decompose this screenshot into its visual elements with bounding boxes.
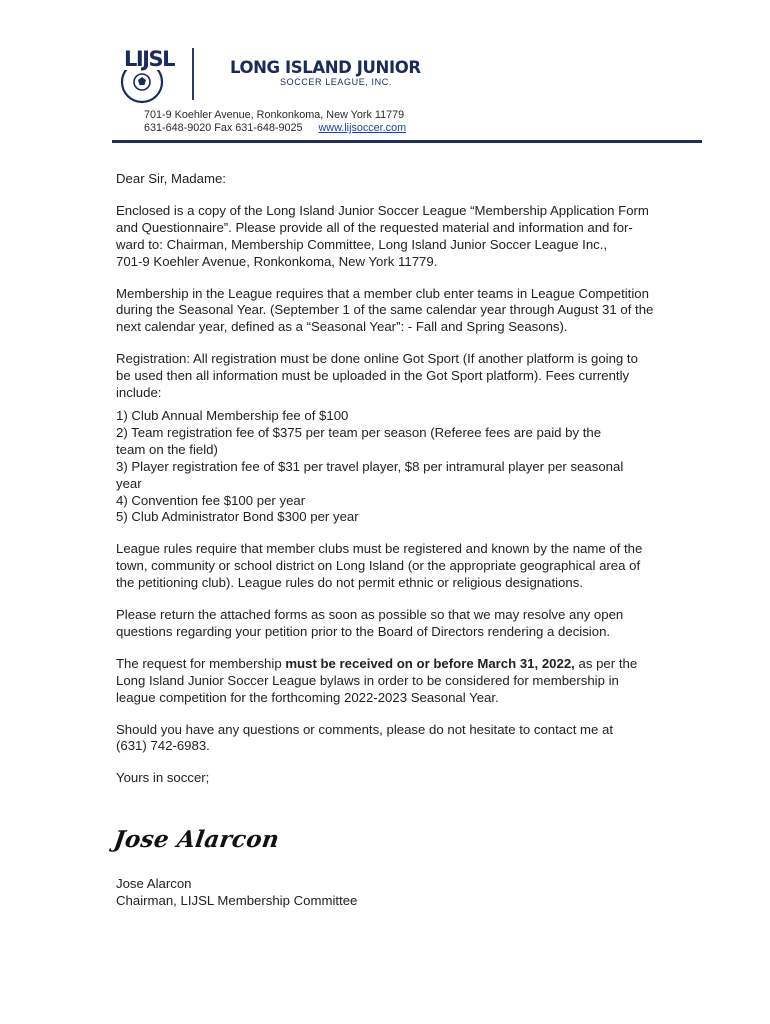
text-line: questions regarding your petition prior to the Board of Directors rendering a decision. bbox=[116, 623, 611, 639]
salutation: Dear Sir, Madame: bbox=[116, 171, 226, 186]
text-line: during the Seasonal Year. (September 1 of the same calendar year through August 31 of the bbox=[116, 302, 654, 318]
handwritten-signature: Jose Alarcon bbox=[112, 826, 281, 853]
text-line: and Questionnaire”. Please provide all of the requested material and information and for- bbox=[116, 219, 633, 235]
text-line: ward to: Chairman, Membership Committee, Long Island Junior Soccer League Inc., bbox=[116, 236, 608, 252]
paragraph-contact bbox=[116, 722, 696, 756]
text-line: be used then all information must be uploaded in the Got Sport platform). Fees currently bbox=[116, 368, 630, 384]
deadline-pre: The request for membership bbox=[116, 655, 286, 671]
address-block bbox=[144, 109, 406, 135]
text-line: Registration: All registration must be done online Got Sport (If another platform is going to bbox=[116, 351, 638, 367]
paragraph-deadline bbox=[116, 656, 696, 707]
paragraph-league-rules bbox=[116, 541, 696, 592]
fee-item: 4) Convention fee $100 per year bbox=[116, 492, 306, 508]
signer-name: Jose Alarcon bbox=[116, 876, 192, 891]
text-line: (631) 742-6983. bbox=[116, 738, 210, 754]
text-line: league competition for the forthcoming 2022-2023 Seasonal Year. bbox=[116, 689, 499, 705]
text-line: include: bbox=[116, 385, 162, 401]
paragraph-return-forms bbox=[116, 607, 696, 641]
text-line: 701-9 Koehler Avenue, Ronkonkoma, New York 11779. bbox=[116, 253, 438, 269]
contact-line bbox=[144, 122, 406, 135]
fee-item: year bbox=[116, 475, 142, 491]
valediction: Yours in soccer; bbox=[116, 770, 210, 786]
text-line bbox=[116, 656, 696, 673]
text-line: Long Island Junior Soccer League bylaws in order to be considered for membership in bbox=[116, 672, 619, 688]
text-line: the petitioning club). League rules do not permit ethnic or religious designations. bbox=[116, 575, 583, 591]
fee-item: 2) Team registration fee of $375 per team per season (Referee fees are paid by the bbox=[116, 424, 602, 440]
text-line: next calendar year, defined as a “Seasonal Year”: - Fall and Spring Seasons). bbox=[116, 319, 568, 335]
deadline-post: as per the bbox=[574, 655, 638, 671]
text-line: town, community or school district on Long Island (or the appropriate geographical area of bbox=[116, 558, 641, 574]
paragraph-registration bbox=[116, 351, 696, 402]
signer-title: Chairman, LIJSL Membership Committee bbox=[116, 893, 358, 908]
fee-list bbox=[116, 408, 696, 526]
website-link[interactable]: www.lijsoccer.com bbox=[318, 122, 407, 134]
text-line: Please return the attached forms as soon as possible so that we may resolve any open bbox=[116, 607, 624, 623]
deadline-date: must be received on or before March 31, 2022, bbox=[285, 655, 575, 671]
signer-block bbox=[116, 875, 357, 909]
org-subtitle: SOCCER LEAGUE, INC. bbox=[280, 77, 392, 87]
text-line: Membership in the League requires that a member club enter teams in League Competition bbox=[116, 285, 649, 301]
org-name: LONG ISLAND JUNIOR bbox=[230, 58, 421, 77]
header-rule bbox=[112, 140, 702, 143]
fee-item: 3) Player registration fee of $31 per travel player, $8 per intramural player per seasonal bbox=[116, 458, 624, 474]
text-line: League rules require that member clubs must be registered and known by the name of the bbox=[116, 541, 643, 557]
paragraph-membership bbox=[116, 286, 696, 337]
text-line: Enclosed is a copy of the Long Island Junior Soccer League “Membership Application Form bbox=[116, 202, 649, 218]
paragraph-enclosed bbox=[116, 203, 696, 271]
letterhead-divider bbox=[192, 48, 194, 100]
fee-item: 1) Club Annual Membership fee of $100 bbox=[116, 407, 349, 423]
phone-fax: 631-648-9020 Fax 631-648-9025 bbox=[144, 122, 303, 134]
fee-item: team on the field) bbox=[116, 441, 218, 457]
fee-item: 5) Club Administrator Bond $300 per year bbox=[116, 509, 359, 525]
letter-body bbox=[116, 171, 696, 802]
address-line: 701-9 Koehler Avenue, Ronkonkoma, New York 11779 bbox=[144, 109, 405, 121]
text-line: Should you have any questions or comments, please do not hesitate to contact me at bbox=[116, 721, 614, 737]
league-logo bbox=[120, 42, 178, 104]
logo-letters: LIJSL bbox=[123, 47, 175, 71]
